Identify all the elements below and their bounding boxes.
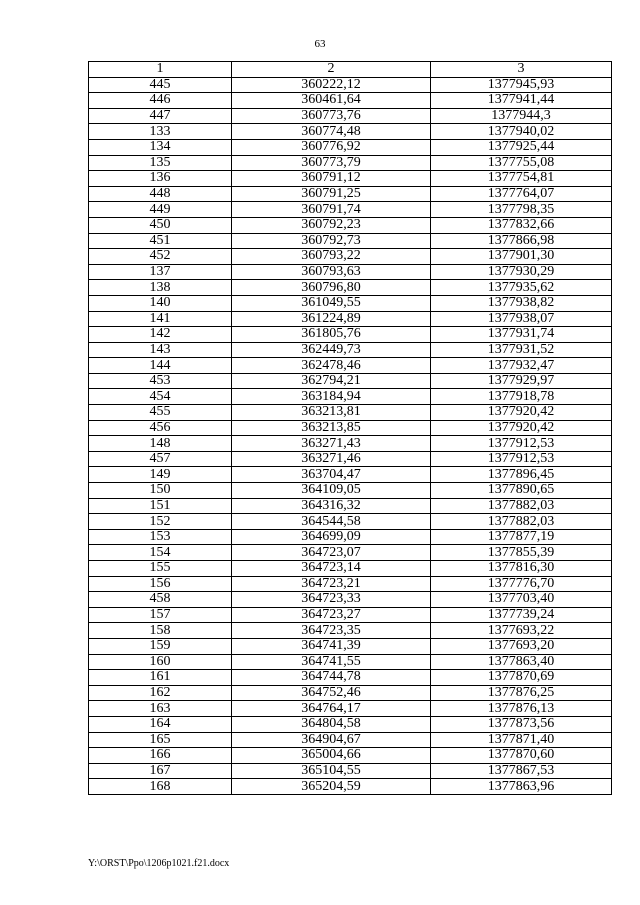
x-coordinate-cell: 360792,23 [232, 217, 431, 233]
table-row [89, 77, 612, 93]
y-coordinate-cell: 1377935,62 [431, 280, 612, 296]
point-number-cell: 157 [89, 607, 232, 623]
point-number-cell: 159 [89, 638, 232, 654]
y-coordinate-cell: 1377876,25 [431, 685, 612, 701]
point-number-cell: 149 [89, 467, 232, 483]
table-row [89, 233, 612, 249]
point-number-cell: 458 [89, 592, 232, 608]
x-coordinate-cell: 364723,33 [232, 592, 431, 608]
y-coordinate-cell: 1377866,98 [431, 233, 612, 249]
point-number-cell: 160 [89, 654, 232, 670]
y-coordinate-cell: 1377918,78 [431, 389, 612, 405]
point-number-cell: 455 [89, 405, 232, 421]
page-number: 63 [314, 38, 326, 50]
x-coordinate-cell: 362449,73 [232, 342, 431, 358]
point-number-cell: 453 [89, 373, 232, 389]
point-number-cell: 457 [89, 451, 232, 467]
point-number-cell: 164 [89, 716, 232, 732]
y-coordinate-cell: 1377938,82 [431, 295, 612, 311]
table-row [89, 93, 612, 109]
point-number-cell: 134 [89, 139, 232, 155]
y-coordinate-cell: 1377870,60 [431, 748, 612, 764]
table-row [89, 545, 612, 561]
table-row [89, 732, 612, 748]
x-coordinate-cell: 363213,81 [232, 405, 431, 421]
y-coordinate-cell: 1377863,40 [431, 654, 612, 670]
y-coordinate-cell: 1377890,65 [431, 483, 612, 499]
y-coordinate-cell: 1377882,03 [431, 498, 612, 514]
x-coordinate-cell: 360792,73 [232, 233, 431, 249]
table-row [89, 638, 612, 654]
y-coordinate-cell: 1377703,40 [431, 592, 612, 608]
table-row [89, 124, 612, 140]
table-row [89, 685, 612, 701]
point-number-cell: 136 [89, 171, 232, 187]
y-coordinate-cell: 1377754,81 [431, 171, 612, 187]
point-number-cell: 168 [89, 779, 232, 795]
y-coordinate-cell: 1377876,13 [431, 701, 612, 717]
x-coordinate-cell: 360773,76 [232, 108, 431, 124]
y-coordinate-cell: 1377931,74 [431, 327, 612, 343]
table-row [89, 514, 612, 530]
point-number-cell: 133 [89, 124, 232, 140]
table-row [89, 436, 612, 452]
y-coordinate-cell: 1377871,40 [431, 732, 612, 748]
point-number-cell: 142 [89, 327, 232, 343]
table-row [89, 623, 612, 639]
point-number-cell: 150 [89, 483, 232, 499]
y-coordinate-cell: 1377798,35 [431, 202, 612, 218]
y-coordinate-cell: 1377867,53 [431, 763, 612, 779]
table-row [89, 576, 612, 592]
y-coordinate-cell: 1377739,24 [431, 607, 612, 623]
point-number-cell: 153 [89, 529, 232, 545]
table-row [89, 561, 612, 577]
x-coordinate-cell: 360773,79 [232, 155, 431, 171]
x-coordinate-cell: 360791,12 [232, 171, 431, 187]
table-row [89, 373, 612, 389]
x-coordinate-cell: 362794,21 [232, 373, 431, 389]
footer-file-path: Y:\ORST\Ppo\1206p1021.f21.docx [88, 858, 230, 869]
y-coordinate-cell: 1377925,44 [431, 139, 612, 155]
x-coordinate-cell: 365104,55 [232, 763, 431, 779]
table-row [89, 529, 612, 545]
x-coordinate-cell: 362478,46 [232, 358, 431, 374]
y-coordinate-cell: 1377896,45 [431, 467, 612, 483]
x-coordinate-cell: 363271,46 [232, 451, 431, 467]
point-number-cell: 154 [89, 545, 232, 561]
point-number-cell: 163 [89, 701, 232, 717]
table-row [89, 311, 612, 327]
x-coordinate-cell: 364316,32 [232, 498, 431, 514]
table-header-row [89, 62, 612, 78]
table-row [89, 607, 612, 623]
y-coordinate-cell: 1377832,66 [431, 217, 612, 233]
y-coordinate-cell: 1377920,42 [431, 405, 612, 421]
table-row [89, 171, 612, 187]
table-row [89, 483, 612, 499]
table-row [89, 186, 612, 202]
table-row [89, 592, 612, 608]
y-coordinate-cell: 1377877,19 [431, 529, 612, 545]
point-number-cell: 165 [89, 732, 232, 748]
x-coordinate-cell: 360791,25 [232, 186, 431, 202]
table-row [89, 327, 612, 343]
point-number-cell: 162 [89, 685, 232, 701]
table-body [89, 77, 612, 794]
table-row [89, 108, 612, 124]
point-number-cell: 140 [89, 295, 232, 311]
point-number-cell: 151 [89, 498, 232, 514]
point-number-cell: 135 [89, 155, 232, 171]
x-coordinate-cell: 364744,78 [232, 670, 431, 686]
point-number-cell: 448 [89, 186, 232, 202]
y-coordinate-cell: 1377938,07 [431, 311, 612, 327]
y-coordinate-cell: 1377764,07 [431, 186, 612, 202]
table-row [89, 716, 612, 732]
x-coordinate-cell: 364764,17 [232, 701, 431, 717]
y-coordinate-cell: 1377931,52 [431, 342, 612, 358]
column-header-2: 2 [232, 62, 431, 78]
y-coordinate-cell: 1377920,42 [431, 420, 612, 436]
table-row [89, 779, 612, 795]
y-coordinate-cell: 1377873,56 [431, 716, 612, 732]
x-coordinate-cell: 363271,43 [232, 436, 431, 452]
point-number-cell: 148 [89, 436, 232, 452]
x-coordinate-cell: 360774,48 [232, 124, 431, 140]
point-number-cell: 158 [89, 623, 232, 639]
table-row [89, 420, 612, 436]
y-coordinate-cell: 1377932,47 [431, 358, 612, 374]
point-number-cell: 167 [89, 763, 232, 779]
x-coordinate-cell: 360222,12 [232, 77, 431, 93]
x-coordinate-cell: 361805,76 [232, 327, 431, 343]
point-number-cell: 447 [89, 108, 232, 124]
y-coordinate-cell: 1377693,22 [431, 623, 612, 639]
x-coordinate-cell: 364723,14 [232, 561, 431, 577]
y-coordinate-cell: 1377693,20 [431, 638, 612, 654]
table-row [89, 467, 612, 483]
table-row [89, 217, 612, 233]
point-number-cell: 161 [89, 670, 232, 686]
y-coordinate-cell: 1377882,03 [431, 514, 612, 530]
x-coordinate-cell: 364904,67 [232, 732, 431, 748]
y-coordinate-cell: 1377940,02 [431, 124, 612, 140]
point-number-cell: 446 [89, 93, 232, 109]
x-coordinate-cell: 364804,58 [232, 716, 431, 732]
table-row [89, 670, 612, 686]
y-coordinate-cell: 1377816,30 [431, 561, 612, 577]
table-row [89, 202, 612, 218]
table-row [89, 280, 612, 296]
point-number-cell: 152 [89, 514, 232, 530]
x-coordinate-cell: 360796,80 [232, 280, 431, 296]
x-coordinate-cell: 364741,55 [232, 654, 431, 670]
x-coordinate-cell: 363704,47 [232, 467, 431, 483]
coordinates-table [88, 61, 612, 795]
point-number-cell: 155 [89, 561, 232, 577]
x-coordinate-cell: 361049,55 [232, 295, 431, 311]
table-row [89, 763, 612, 779]
column-header-3: 3 [431, 62, 612, 78]
point-number-cell: 137 [89, 264, 232, 280]
table-row [89, 342, 612, 358]
x-coordinate-cell: 364723,07 [232, 545, 431, 561]
point-number-cell: 156 [89, 576, 232, 592]
table-row [89, 405, 612, 421]
x-coordinate-cell: 364109,05 [232, 483, 431, 499]
x-coordinate-cell: 361224,89 [232, 311, 431, 327]
y-coordinate-cell: 1377929,97 [431, 373, 612, 389]
table-row [89, 358, 612, 374]
table-row [89, 498, 612, 514]
point-number-cell: 144 [89, 358, 232, 374]
y-coordinate-cell: 1377901,30 [431, 249, 612, 265]
x-coordinate-cell: 364752,46 [232, 685, 431, 701]
point-number-cell: 456 [89, 420, 232, 436]
table-row [89, 249, 612, 265]
x-coordinate-cell: 363184,94 [232, 389, 431, 405]
x-coordinate-cell: 360776,92 [232, 139, 431, 155]
table-row [89, 264, 612, 280]
y-coordinate-cell: 1377863,96 [431, 779, 612, 795]
table-row [89, 139, 612, 155]
x-coordinate-cell: 364699,09 [232, 529, 431, 545]
y-coordinate-cell: 1377944,3 [431, 108, 612, 124]
table-row [89, 389, 612, 405]
x-coordinate-cell: 364741,39 [232, 638, 431, 654]
x-coordinate-cell: 360793,63 [232, 264, 431, 280]
x-coordinate-cell: 364723,27 [232, 607, 431, 623]
table-row [89, 451, 612, 467]
table-row [89, 701, 612, 717]
point-number-cell: 450 [89, 217, 232, 233]
point-number-cell: 141 [89, 311, 232, 327]
y-coordinate-cell: 1377912,53 [431, 436, 612, 452]
table-row [89, 748, 612, 764]
point-number-cell: 143 [89, 342, 232, 358]
x-coordinate-cell: 365204,59 [232, 779, 431, 795]
y-coordinate-cell: 1377912,53 [431, 451, 612, 467]
table-row [89, 155, 612, 171]
table-row [89, 654, 612, 670]
x-coordinate-cell: 360793,22 [232, 249, 431, 265]
x-coordinate-cell: 364723,35 [232, 623, 431, 639]
point-number-cell: 454 [89, 389, 232, 405]
x-coordinate-cell: 364544,58 [232, 514, 431, 530]
x-coordinate-cell: 365004,66 [232, 748, 431, 764]
point-number-cell: 166 [89, 748, 232, 764]
column-header-1: 1 [89, 62, 232, 78]
y-coordinate-cell: 1377870,69 [431, 670, 612, 686]
y-coordinate-cell: 1377941,44 [431, 93, 612, 109]
point-number-cell: 449 [89, 202, 232, 218]
y-coordinate-cell: 1377776,70 [431, 576, 612, 592]
y-coordinate-cell: 1377755,08 [431, 155, 612, 171]
table-row [89, 295, 612, 311]
point-number-cell: 451 [89, 233, 232, 249]
x-coordinate-cell: 363213,85 [232, 420, 431, 436]
x-coordinate-cell: 364723,21 [232, 576, 431, 592]
y-coordinate-cell: 1377945,93 [431, 77, 612, 93]
point-number-cell: 445 [89, 77, 232, 93]
y-coordinate-cell: 1377855,39 [431, 545, 612, 561]
x-coordinate-cell: 360461,64 [232, 93, 431, 109]
point-number-cell: 138 [89, 280, 232, 296]
x-coordinate-cell: 360791,74 [232, 202, 431, 218]
point-number-cell: 452 [89, 249, 232, 265]
y-coordinate-cell: 1377930,29 [431, 264, 612, 280]
